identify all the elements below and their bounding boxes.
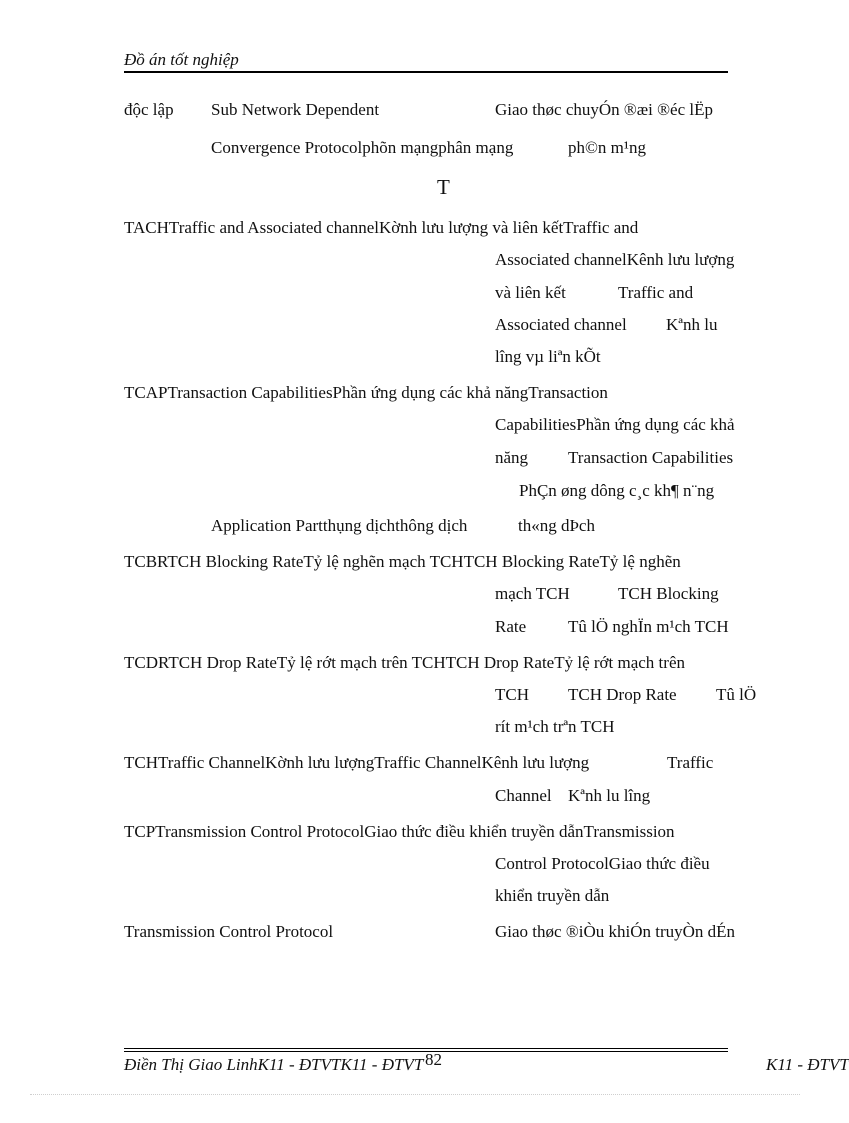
- page-header-title: Đồ án tốt nghiệp: [124, 50, 239, 69]
- entry-line: lîng vµ liªn kÕt: [495, 347, 601, 366]
- entry-line: mạch TCH: [495, 584, 570, 603]
- entry-line: TCPTransmission Control ProtocolGiao thức điều khiển truyền dẫnTransmission: [124, 822, 675, 841]
- entry-line: Control ProtocolGiao thức điều: [495, 854, 710, 873]
- entry-line: PhÇn øng dông c¸c kh¶ n¨ng: [519, 481, 715, 500]
- header-rule: [124, 71, 728, 73]
- entry-line: TCBRTCH Blocking RateTỷ lệ nghẽn mạch TCHTCH Blocking RateTỷ lệ nghẽn: [124, 552, 681, 571]
- entry-vietnamese: ph©n m¹ng: [568, 138, 646, 157]
- entry-line: Giao thøc ®iÒu khiÓn truyÒn dÉn: [495, 922, 736, 941]
- entry-line: TCH Drop Rate: [568, 685, 677, 704]
- entry-line: CapabilitiesPhần ứng dụng các khả: [495, 415, 735, 434]
- entry-english: Convergence Protocolphõn mạngphân mạng: [211, 138, 514, 157]
- entry-line: và liên kết: [495, 283, 566, 302]
- entry-line: Tû lÖ nghÏn m¹ch TCH: [568, 617, 729, 636]
- entry-line: Traffic: [667, 753, 714, 772]
- entry-line: TCDRTCH Drop RateTỷ lệ rớt mạch trên TCHTCH Drop RateTỷ lệ rớt mạch trên: [124, 653, 685, 672]
- entry-line: TCH: [495, 685, 529, 704]
- footer-rule: [124, 1048, 728, 1049]
- entry-line: Tû lÖ: [716, 685, 757, 704]
- entry-line: Kªnh lu lîng: [568, 786, 651, 805]
- footer-right: K11 - ĐTVT: [766, 1055, 849, 1074]
- section-letter: T: [437, 175, 450, 199]
- entry-line: Application Partthụng dịchthông dịch: [211, 516, 468, 535]
- entry-line: rít m¹ch trªn TCH: [495, 717, 615, 736]
- entry-line: Associated channel: [495, 315, 627, 334]
- entry-line: Channel: [495, 786, 552, 805]
- entry-english: Sub Network Dependent: [211, 100, 380, 119]
- entry-line: TCH Blocking: [618, 584, 719, 603]
- entry-line: Kªnh lu: [666, 315, 718, 334]
- entry-line: Transaction Capabilities: [568, 448, 734, 467]
- entry-line: Associated channelKênh lưu lượng: [495, 250, 735, 269]
- entry-line: khiển truyền dẫn: [495, 886, 610, 905]
- entry-line: th«ng dÞch: [518, 516, 595, 535]
- entry-line: Rate: [495, 617, 527, 636]
- entry-term: độc lập: [124, 100, 174, 119]
- footer-author: Điền Thị Giao LinhK11 - ĐTVTK11 - ĐTVT: [124, 1055, 424, 1074]
- entry-vietnamese: Giao thøc chuyÓn ®æi ®éc lËp: [495, 100, 713, 119]
- entry-line: TCHTraffic ChannelKờnh lưu lượngTraffic ChannelKênh lưu lượng: [124, 753, 590, 772]
- entry-line: TACHTraffic and Associated channelKờnh lưu lượng và liên kếtTraffic and: [124, 218, 639, 237]
- page-number: 82: [425, 1050, 442, 1069]
- entry-line: Transmission Control Protocol: [124, 922, 334, 941]
- page-edge-dotted-line: [30, 1094, 800, 1095]
- entry-line: Traffic and: [618, 283, 694, 302]
- entry-line: năng: [495, 448, 529, 467]
- entry-line: TCAPTransaction CapabilitiesPhần ứng dụng các khả năngTransaction: [124, 383, 608, 402]
